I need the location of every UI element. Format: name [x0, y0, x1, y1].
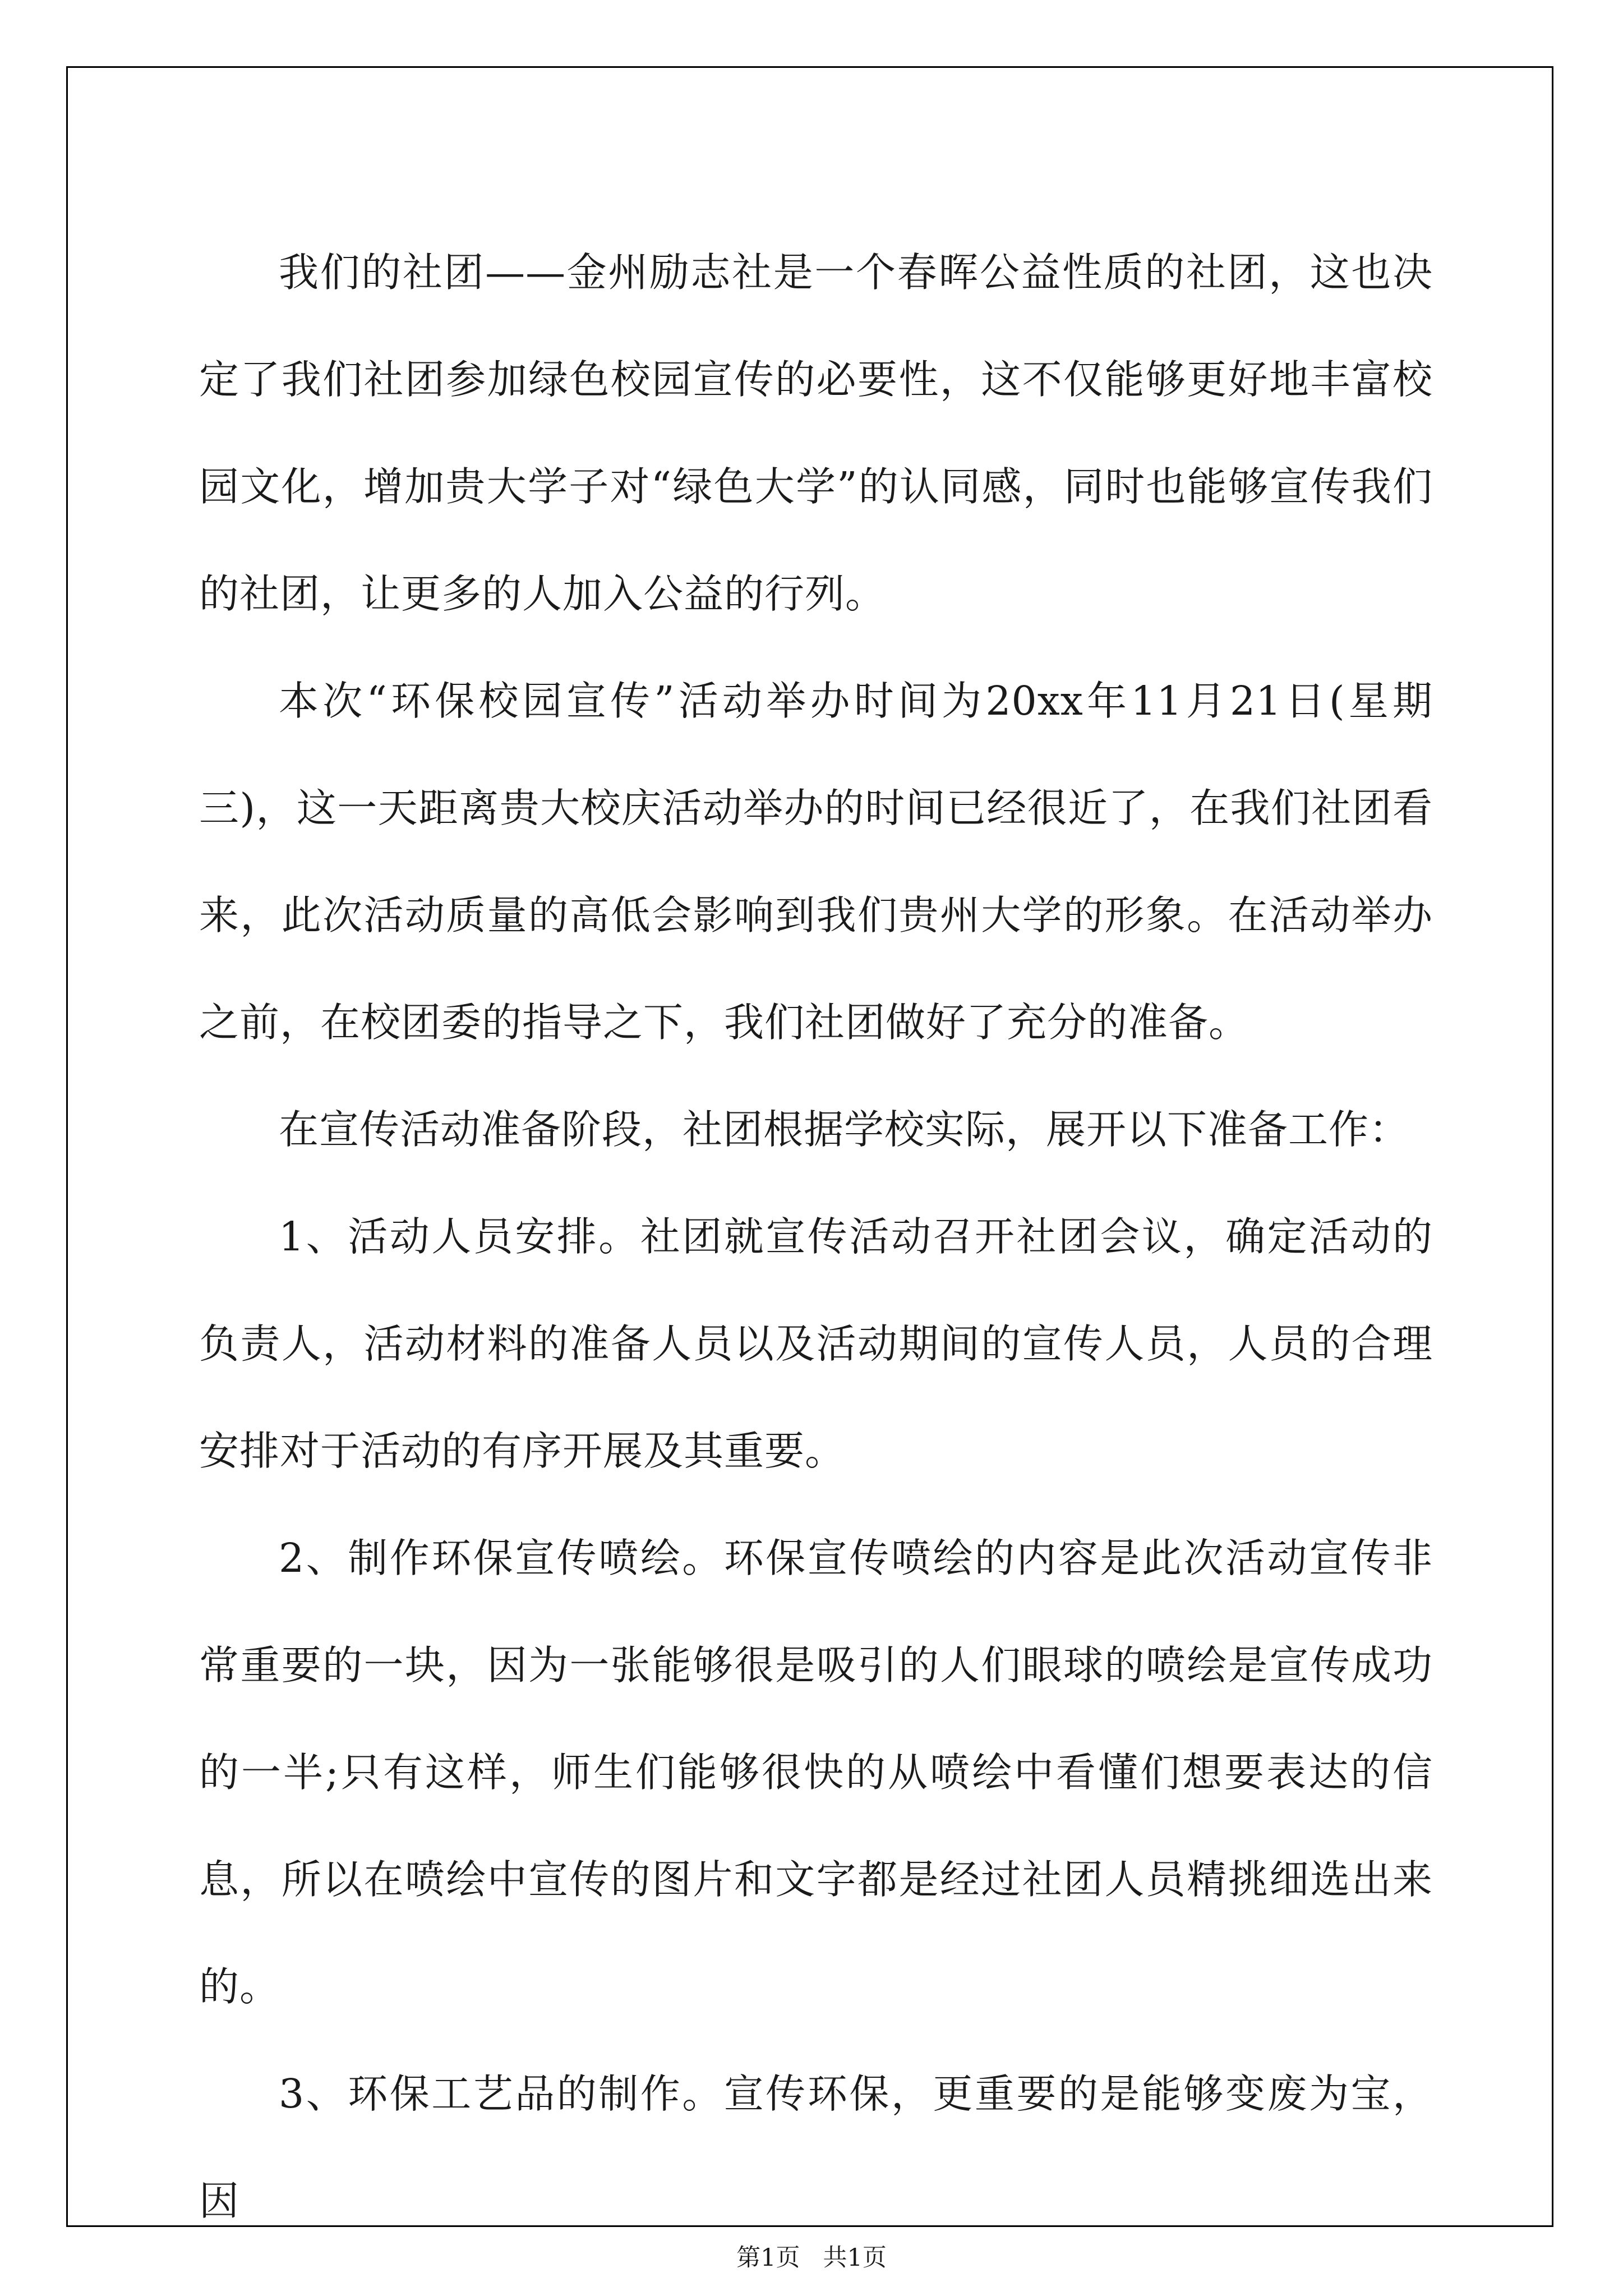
- page-total: 共1页: [823, 2244, 887, 2272]
- page-footer: [0, 2241, 1623, 2275]
- paragraph-5: 2、制作环保宣传喷绘。环保宣传喷绘的内容是此次活动宣传非常重要的一块，因为一张能够很是吸引的人们眼球的喷绘是宣传成功的一半;只有这样，师生们能够很快的从喷绘中看懂们想要表达的信息，所以在喷绘中宣传的图片和文字都是经过社团人员精挑细选出来的。: [199, 1535, 1433, 2010]
- paragraph-3: 在宣传活动准备阶段，社团根据学校实际，展开以下准备工作：: [279, 1106, 1410, 1153]
- paragraph-2: 本次“环保校园宣传”活动举办时间为20xx年11月21日(星期三)，这一天距离贵大校庆活动举办的时间已经很近了，在我们社团看来，此次活动质量的高低会影响到我们贵州大学的形象。在活动举办之前，在校团委的指导之下，我们社团做好了充分的准备。: [199, 678, 1433, 1046]
- document-body: [199, 219, 1433, 2254]
- paragraph-4: 1、活动人员安排。社团就宣传活动召开社团会议，确定活动的负责人，活动材料的准备人员以及活动期间的宣传人员，人员的合理安排对于活动的有序开展及其重要。: [199, 1213, 1433, 1474]
- paragraph-6: 3、环保工艺品的制作。宣传环保，更重要的是能够变废为宝，因: [199, 2070, 1433, 2224]
- paragraph-1: 我们的社团——金州励志社是一个春晖公益性质的社团，这也决定了我们社团参加绿色校园宣传的必要性，这不仅能够更好地丰富校园文化，增加贵大学子对“绿色大学”的认同感，同时也能够宣传我们的社团，让更多的人加入公益的行列。: [199, 249, 1433, 617]
- page-number: 第1页: [736, 2244, 800, 2272]
